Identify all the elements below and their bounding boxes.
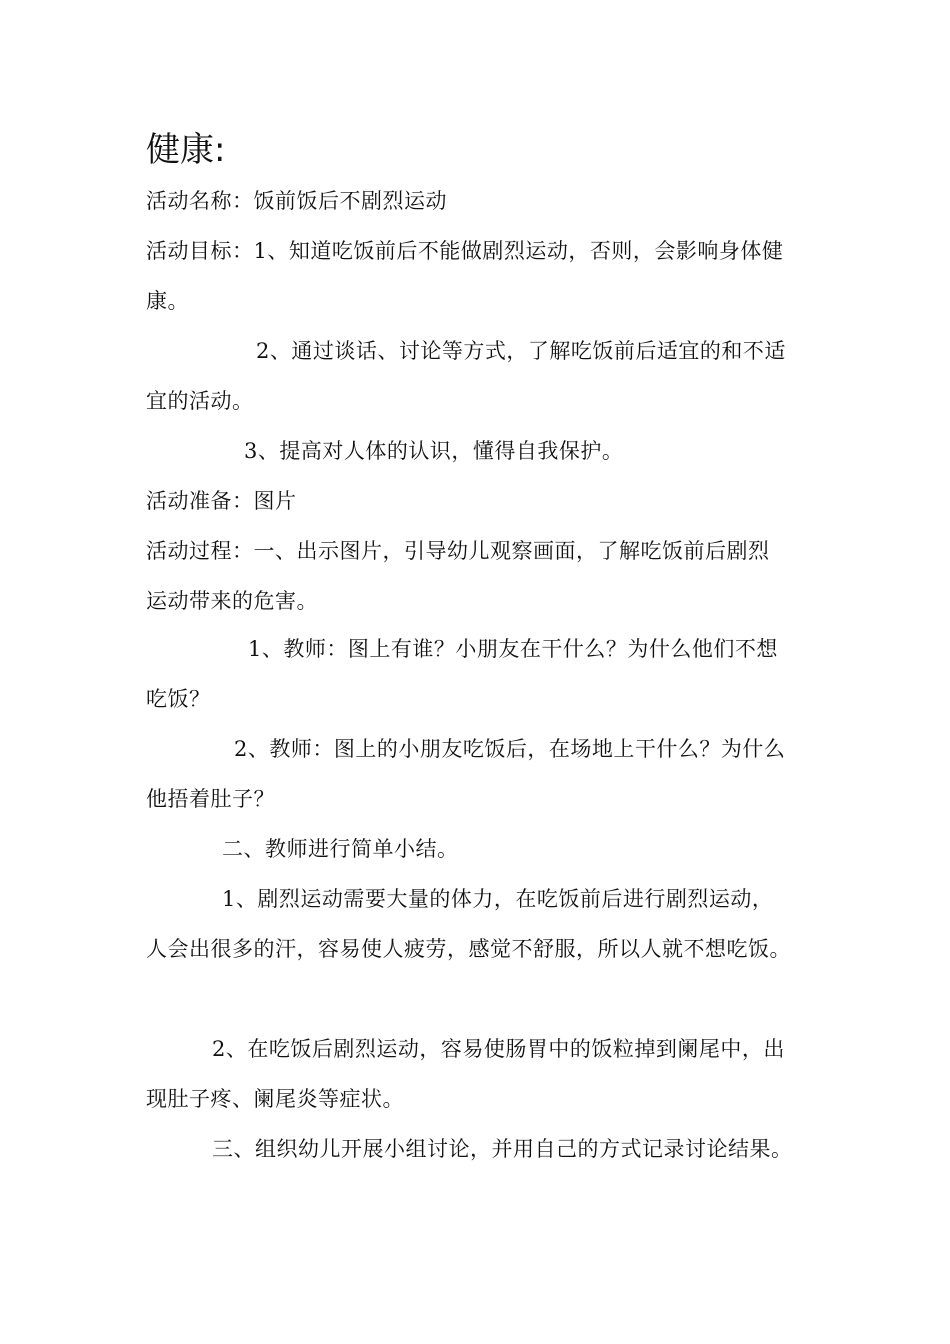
page-title: 健康: [146,130,226,170]
summary-point-2-cont: 现肚子疼、阑尾炎等症状。 [146,1087,404,1111]
goal-line-2-cont: 宜的活动。 [146,389,254,413]
activity-prep: 活动准备：图片 [146,489,297,513]
goal-line-2: 2、通过谈话、讨论等方式，了解吃饭前后适宜的和不适 [256,339,786,363]
goal-line-1: 活动目标：1、知道吃饭前后不能做剧烈运动，否则，会影响身体健 [146,239,784,263]
goal-line-3: 3、提高对人体的认识，懂得自我保护。 [244,439,624,463]
process-line-1-cont: 运动带来的危害。 [146,589,318,613]
question-1: 1、教师：图上有谁？小朋友在干什么？为什么他们不想 [248,637,778,661]
question-1-cont: 吃饭？ [146,687,211,711]
discussion-step: 三、组织幼儿开展小组讨论，并用自己的方式记录讨论结果。 [212,1137,793,1161]
question-2: 2、教师：图上的小朋友吃饭后，在场地上干什么？为什么 [234,737,786,761]
activity-name: 活动名称：饭前饭后不剧烈运动 [146,189,447,213]
goal-line-1-cont: 康。 [146,289,189,313]
summary-point-1: 1、剧烈运动需要大量的体力，在吃饭前后进行剧烈运动， [222,887,774,911]
summary-point-2: 2、在吃饭后剧烈运动，容易使肠胃中的饭粒掉到阑尾中，出 [212,1037,785,1061]
summary-heading: 二、教师进行简单小结。 [222,837,459,861]
question-2-cont: 他捂着肚子？ [146,787,275,811]
process-line-1: 活动过程：一、出示图片，引导幼儿观察画面，了解吃饭前后剧烈 [146,539,770,563]
summary-point-1-cont: 人会出很多的汗，容易使人疲劳，感觉不舒服，所以人就不想吃饭。 [146,937,791,961]
